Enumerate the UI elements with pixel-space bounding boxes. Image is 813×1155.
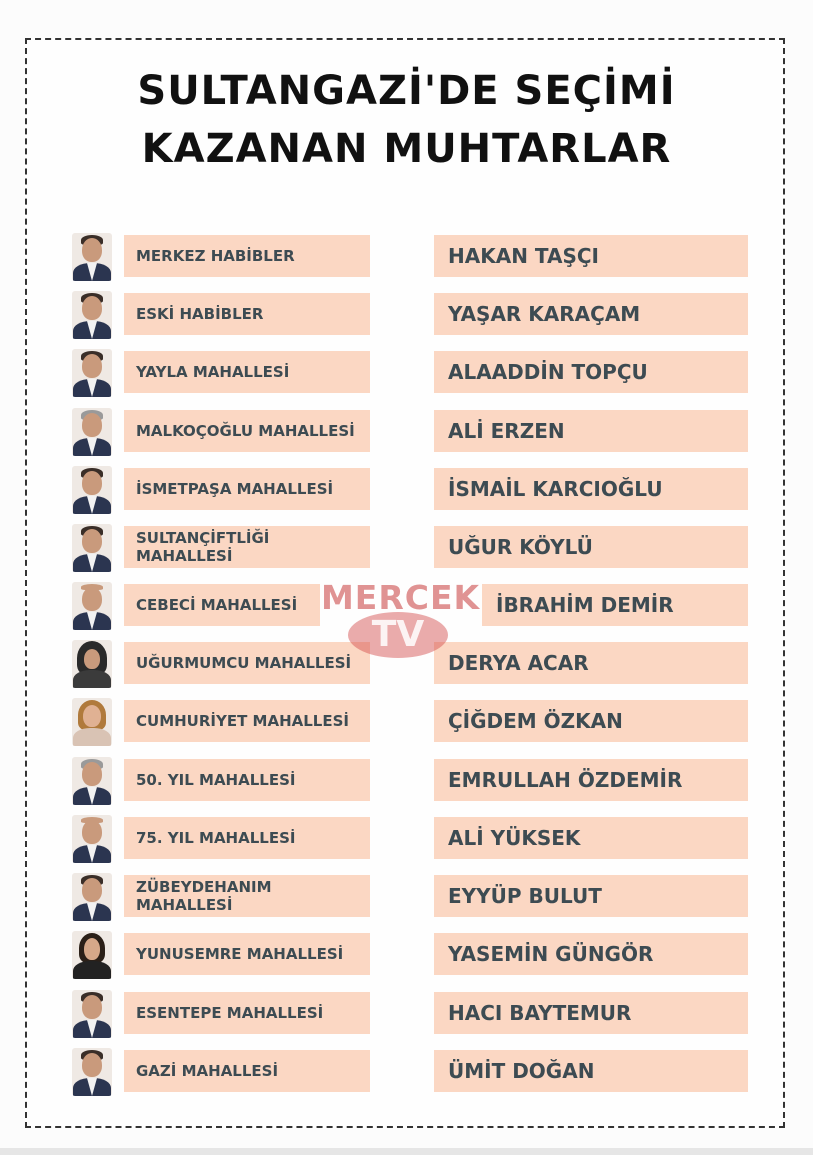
list-item <box>0 233 813 281</box>
muhtar-name: DERYA ACAR <box>434 642 748 684</box>
muhtar-name: İSMAİL KARCIOĞLU <box>434 468 748 510</box>
bottom-edge <box>0 1148 813 1155</box>
neighborhood-label: YAYLA MAHALLESİ <box>124 351 370 393</box>
list-item <box>0 349 813 397</box>
list-item <box>0 815 813 863</box>
list-item <box>0 291 813 339</box>
muhtar-name: EMRULLAH ÖZDEMİR <box>434 759 748 801</box>
neighborhood-label: İSMETPAŞA MAHALLESİ <box>124 468 370 510</box>
avatar <box>72 990 112 1038</box>
avatar <box>72 815 112 863</box>
list-item <box>0 408 813 456</box>
list-item <box>0 640 813 688</box>
list-item <box>0 466 813 514</box>
neighborhood-label: CUMHURİYET MAHALLESİ <box>124 700 370 742</box>
list-item <box>0 582 813 630</box>
avatar <box>72 524 112 572</box>
muhtar-name: İBRAHİM DEMİR <box>482 584 748 626</box>
neighborhood-label: UĞURMUMCU MAHALLESİ <box>124 642 370 684</box>
neighborhood-label: 75. YIL MAHALLESİ <box>124 817 370 859</box>
avatar <box>72 1048 112 1096</box>
list-item <box>0 1048 813 1096</box>
watermark-bottom-text: TV <box>348 612 448 658</box>
avatar <box>72 408 112 456</box>
avatar <box>72 233 112 281</box>
list-item <box>0 698 813 746</box>
neighborhood-label: GAZİ MAHALLESİ <box>124 1050 370 1092</box>
muhtar-name: HACI BAYTEMUR <box>434 992 748 1034</box>
muhtar-name: ÇİĞDEM ÖZKAN <box>434 700 748 742</box>
list-item <box>0 990 813 1038</box>
muhtar-name: UĞUR KÖYLÜ <box>434 526 748 568</box>
list-item <box>0 524 813 572</box>
muhtar-name: YAŞAR KARAÇAM <box>434 293 748 335</box>
title-line-1: SULTANGAZİ'DE SEÇİMİ <box>137 68 676 114</box>
muhtar-name: ALİ YÜKSEK <box>434 817 748 859</box>
avatar <box>72 640 112 688</box>
avatar <box>72 466 112 514</box>
avatar <box>72 582 112 630</box>
watermark-top-text: MERCEK <box>320 578 481 617</box>
neighborhood-label: YUNUSEMRE MAHALLESİ <box>124 933 370 975</box>
neighborhood-label: ESENTEPE MAHALLESİ <box>124 992 370 1034</box>
avatar <box>72 757 112 805</box>
muhtar-name: ÜMİT DOĞAN <box>434 1050 748 1092</box>
avatar <box>72 931 112 979</box>
neighborhood-label: ZÜBEYDEHANIM MAHALLESİ <box>124 875 370 917</box>
neighborhood-label: CEBECİ MAHALLESİ <box>124 584 320 626</box>
list-item <box>0 873 813 921</box>
muhtar-name: ALAADDİN TOPÇU <box>434 351 748 393</box>
neighborhood-label: MALKOÇOĞLU MAHALLESİ <box>124 410 370 452</box>
neighborhood-label: ESKİ HABİBLER <box>124 293 370 335</box>
muhtar-name: ALİ ERZEN <box>434 410 748 452</box>
neighborhood-label: SULTANÇİFTLİĞİ MAHALLESİ <box>124 526 370 568</box>
avatar <box>72 349 112 397</box>
muhtar-name: YASEMİN GÜNGÖR <box>434 933 748 975</box>
avatar <box>72 698 112 746</box>
avatar <box>72 291 112 339</box>
avatar <box>72 873 112 921</box>
neighborhood-label: MERKEZ HABİBLER <box>124 235 370 277</box>
muhtar-name: HAKAN TAŞÇI <box>434 235 748 277</box>
neighborhood-label: 50. YIL MAHALLESİ <box>124 759 370 801</box>
list-item <box>0 931 813 979</box>
muhtar-name: EYYÜP BULUT <box>434 875 748 917</box>
title-line-2: KAZANAN MUHTARLAR <box>141 126 672 172</box>
list-item <box>0 757 813 805</box>
